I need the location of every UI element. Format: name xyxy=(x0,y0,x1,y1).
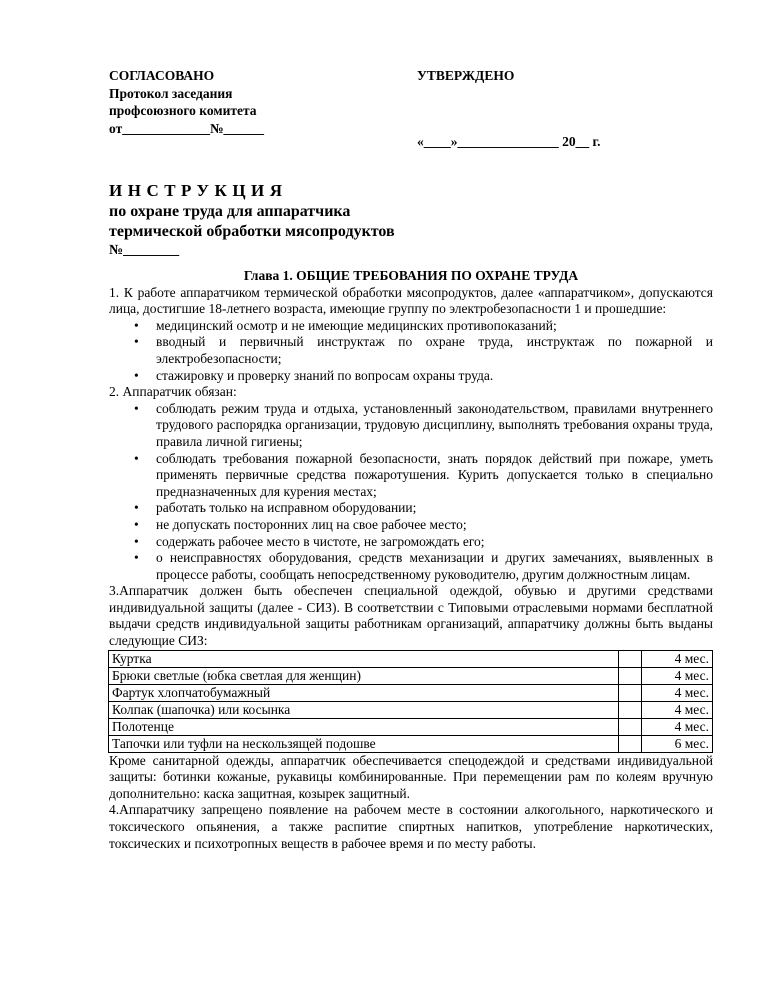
table-row xyxy=(109,718,713,735)
agreed-label: СОГЛАСОВАНО xyxy=(109,68,215,83)
paragraph-2: 2. Аппаратчик обязан: xyxy=(109,384,237,400)
siz-item: Фартук хлопчатобумажный xyxy=(109,684,619,701)
bullet-icon: • xyxy=(134,550,139,566)
siz-blank-cell xyxy=(619,735,642,752)
list-item: • стажировку и проверку знаний по вопросам охраны труда. xyxy=(134,367,494,383)
siz-blank-cell xyxy=(619,684,642,701)
siz-period: 6 мес. xyxy=(642,735,713,752)
siz-blank-cell xyxy=(619,701,642,718)
siz-blank-cell xyxy=(619,650,642,667)
siz-item: Колпак (шапочка) или косынка xyxy=(109,701,619,718)
list-item: • содержать рабочее место в чистоте, не загромождать его; xyxy=(134,533,485,549)
paragraph-4: 4.Аппаратчику запрещено появление на рабочем месте в состоянии алкогольного, наркотического и токсического опьянения, а также распитие спиртных напитков, употребление наркотических, токсических и психотропных веществ в рабочее время и по месту работы. xyxy=(109,802,713,851)
siz-item: Куртка xyxy=(109,650,619,667)
table-row xyxy=(109,650,713,667)
chapter-1 xyxy=(109,268,713,852)
siz-blank-cell xyxy=(619,718,642,735)
siz-period: 4 мес. xyxy=(642,684,713,701)
document-number: №________ xyxy=(109,243,180,258)
siz-item: Брюки светлые (юбка светлая для женщин) xyxy=(109,667,619,684)
table-row xyxy=(109,735,713,752)
bullet-icon: • xyxy=(134,400,139,416)
paragraph-1: 1. К работе аппаратчиком термической обработки мясопродуктов, далее «аппаратчиком», допускаются лица, достигшие 18-летнего возраста, имеющие группу по электробезопасности 1 и прошедшие: xyxy=(109,284,713,317)
siz-blank-cell xyxy=(619,667,642,684)
paragraph-3-continued: Кроме санитарной одежды, аппаратчик обеспечивается спецодеждой и средствами индивидуальной защиты: ботинки кожаные, рукавицы комбинированные. При перемещении рам по колеям вручную дополнительно: каска защитная, козырек защитный. xyxy=(109,752,713,801)
list-item: • не допускать посторонних лиц на свое рабочее место; xyxy=(134,516,467,532)
agreed-line-1: Протокол заседания xyxy=(109,85,233,101)
bullet-icon: • xyxy=(134,500,139,516)
list-item: • медицинский осмотр и не имеющие медицинских противопоказаний; xyxy=(134,317,557,333)
siz-period: 4 мес. xyxy=(642,718,713,735)
list-item: • соблюдать требования пожарной безопасности, знать порядок действий при пожаре, уметь применять первичные средства пожаротушения. Курить допускается только в специально предназначенных для курения местах; xyxy=(134,450,713,499)
bullet-icon: • xyxy=(134,317,139,333)
document-subtitle-2: термической обработки мясопродуктов xyxy=(109,223,395,240)
bullet-icon: • xyxy=(134,533,139,549)
siz-period: 4 мес. xyxy=(642,667,713,684)
agreed-line-2: профсоюзного комитета xyxy=(109,103,257,118)
siz-period: 4 мес. xyxy=(642,650,713,667)
siz-item: Тапочки или туфли на нескользящей подошве xyxy=(109,735,619,752)
approved-label: УТВЕРЖДЕНО xyxy=(417,68,515,83)
siz-item: Полотенце xyxy=(109,718,619,735)
chapter-heading: Глава 1. ОБЩИЕ ТРЕБОВАНИЯ ПО ОХРАНЕ ТРУДА xyxy=(243,268,579,283)
bullet-icon: • xyxy=(134,516,139,532)
bullet-icon: • xyxy=(134,367,139,383)
list-item: • о неисправностях оборудования, средств механизации и других замечаниях, выявленных в процессе работы, сообщать непосредственному руководителю, другим должностным лицам. xyxy=(134,550,713,582)
document-subtitle-1: по охране труда для аппаратчика xyxy=(109,203,351,220)
list-item: • вводный и первичный инструктаж по охране труда, инструктаж по пожарной и электробезопасности; xyxy=(134,334,713,366)
bullet-icon: • xyxy=(134,334,139,350)
agreed-block xyxy=(109,67,264,137)
document-title: ИНСТРУКЦИЯ xyxy=(109,181,288,200)
bullet-icon: • xyxy=(134,450,139,466)
table-row xyxy=(109,701,713,718)
approved-date-line: «____»_______________ 20__ г. xyxy=(417,134,601,149)
paragraph-3: 3.Аппаратчик должен быть обеспечен специальной одеждой, обувью и другими средствами индивидуальной защиты (далее - СИЗ). В соответствии с Типовыми отраслевыми нормами бесплатной выдачи средств индивидуальной защиты работникам организаций, аппаратчику должны быть выданы следующие СИЗ: xyxy=(109,583,713,649)
siz-period: 4 мес. xyxy=(642,701,713,718)
paragraph-2-list xyxy=(109,401,713,584)
list-item: • работать только на исправном оборудовании; xyxy=(134,500,417,516)
list-item: • соблюдать режим труда и отдыха, установленный законодательством, правилами внутреннего трудового распорядка организации, трудовую дисциплину, выполнять требования охраны труда, правила личной гигиены; xyxy=(134,400,713,449)
table-row xyxy=(109,667,713,684)
agreed-line-3: от_____________№______ xyxy=(109,120,265,136)
title-block xyxy=(109,180,395,260)
siz-table xyxy=(108,650,713,753)
paragraph-1-list xyxy=(109,318,713,384)
table-row xyxy=(109,684,713,701)
